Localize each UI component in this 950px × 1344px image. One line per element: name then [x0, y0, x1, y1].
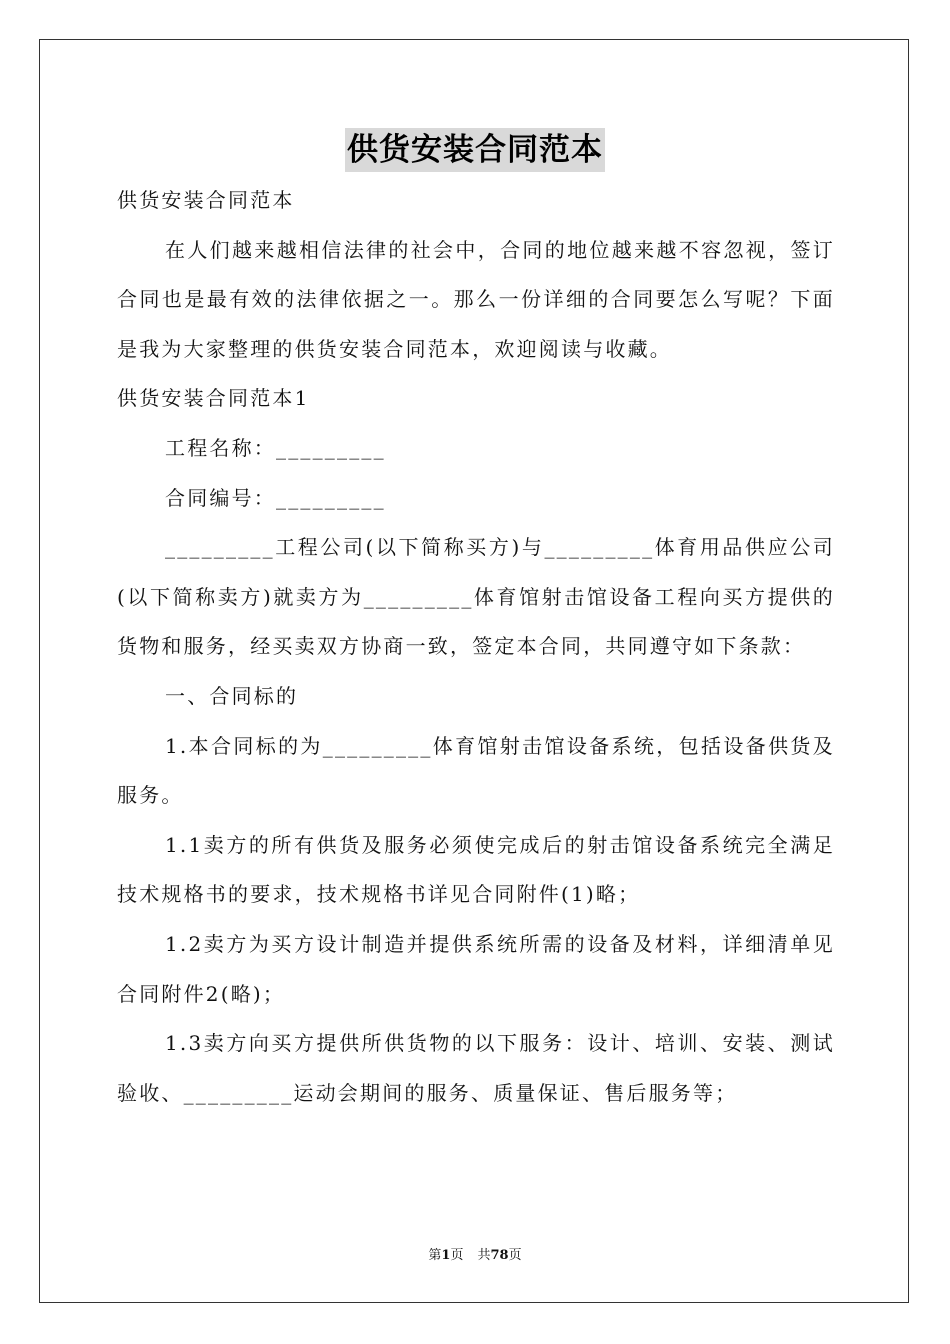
paragraph-project-name: 工程名称：_________ — [165, 435, 386, 460]
paragraph-clause-heading: 一、合同标的 — [165, 683, 299, 708]
paragraph-parties: _________工程公司(以下简称买方)与_________体育用品供应公司(以下简称卖方)就卖方为_________体育馆射击馆设备工程向买方提供的货物和服务，经买卖双方协商一致，签定本合同，共同遵守如下条款： — [117, 535, 835, 659]
paragraph-clause-1-1: 1.1卖方的所有供货及服务必须使完成后的射击馆设备系统完全满足技术规格书的要求，技术规格书详见合同附件(1)略； — [117, 832, 835, 907]
paragraph-section-heading: 供货安装合同范本1 — [117, 386, 310, 411]
page-number: 1 — [441, 1248, 451, 1263]
total-prefix: 共 — [477, 1248, 491, 1263]
paragraph-clause-1-3: 1.3卖方向买方提供所供货物的以下服务：设计、培训、安装、测试验收、_________运动会期间的服务、质量保证、售后服务等； — [117, 1031, 835, 1105]
document-title: 供货安装合同范本 — [345, 128, 605, 172]
document-body — [117, 176, 835, 1118]
document-title-wrapper — [0, 128, 950, 177]
paragraph-subtitle: 供货安装合同范本 — [117, 188, 295, 212]
page-footer — [0, 1247, 950, 1265]
total-pages: 78 — [490, 1248, 509, 1263]
paragraph-contract-number: 合同编号：_________ — [165, 485, 386, 510]
paragraph-intro: 在人们越来越相信法律的社会中，合同的地位越来越不容忽视，签订合同也是最有效的法律依据之一。那么一份详细的合同要怎么写呢？下面是我为大家整理的供货安装合同范本，欢迎阅读与收藏。 — [117, 237, 835, 361]
page-suffix: 页 — [450, 1248, 464, 1263]
paragraph-clause-1: 1.本合同标的为_________体育馆射击馆设备系统，包括设备供货及服务。 — [117, 733, 835, 808]
page-prefix: 第 — [428, 1248, 442, 1263]
paragraph-clause-1-2: 1.2卖方为买方设计制造并提供系统所需的设备及材料，详细清单见合同附件2(略)； — [117, 931, 835, 1006]
total-suffix: 页 — [508, 1248, 522, 1263]
